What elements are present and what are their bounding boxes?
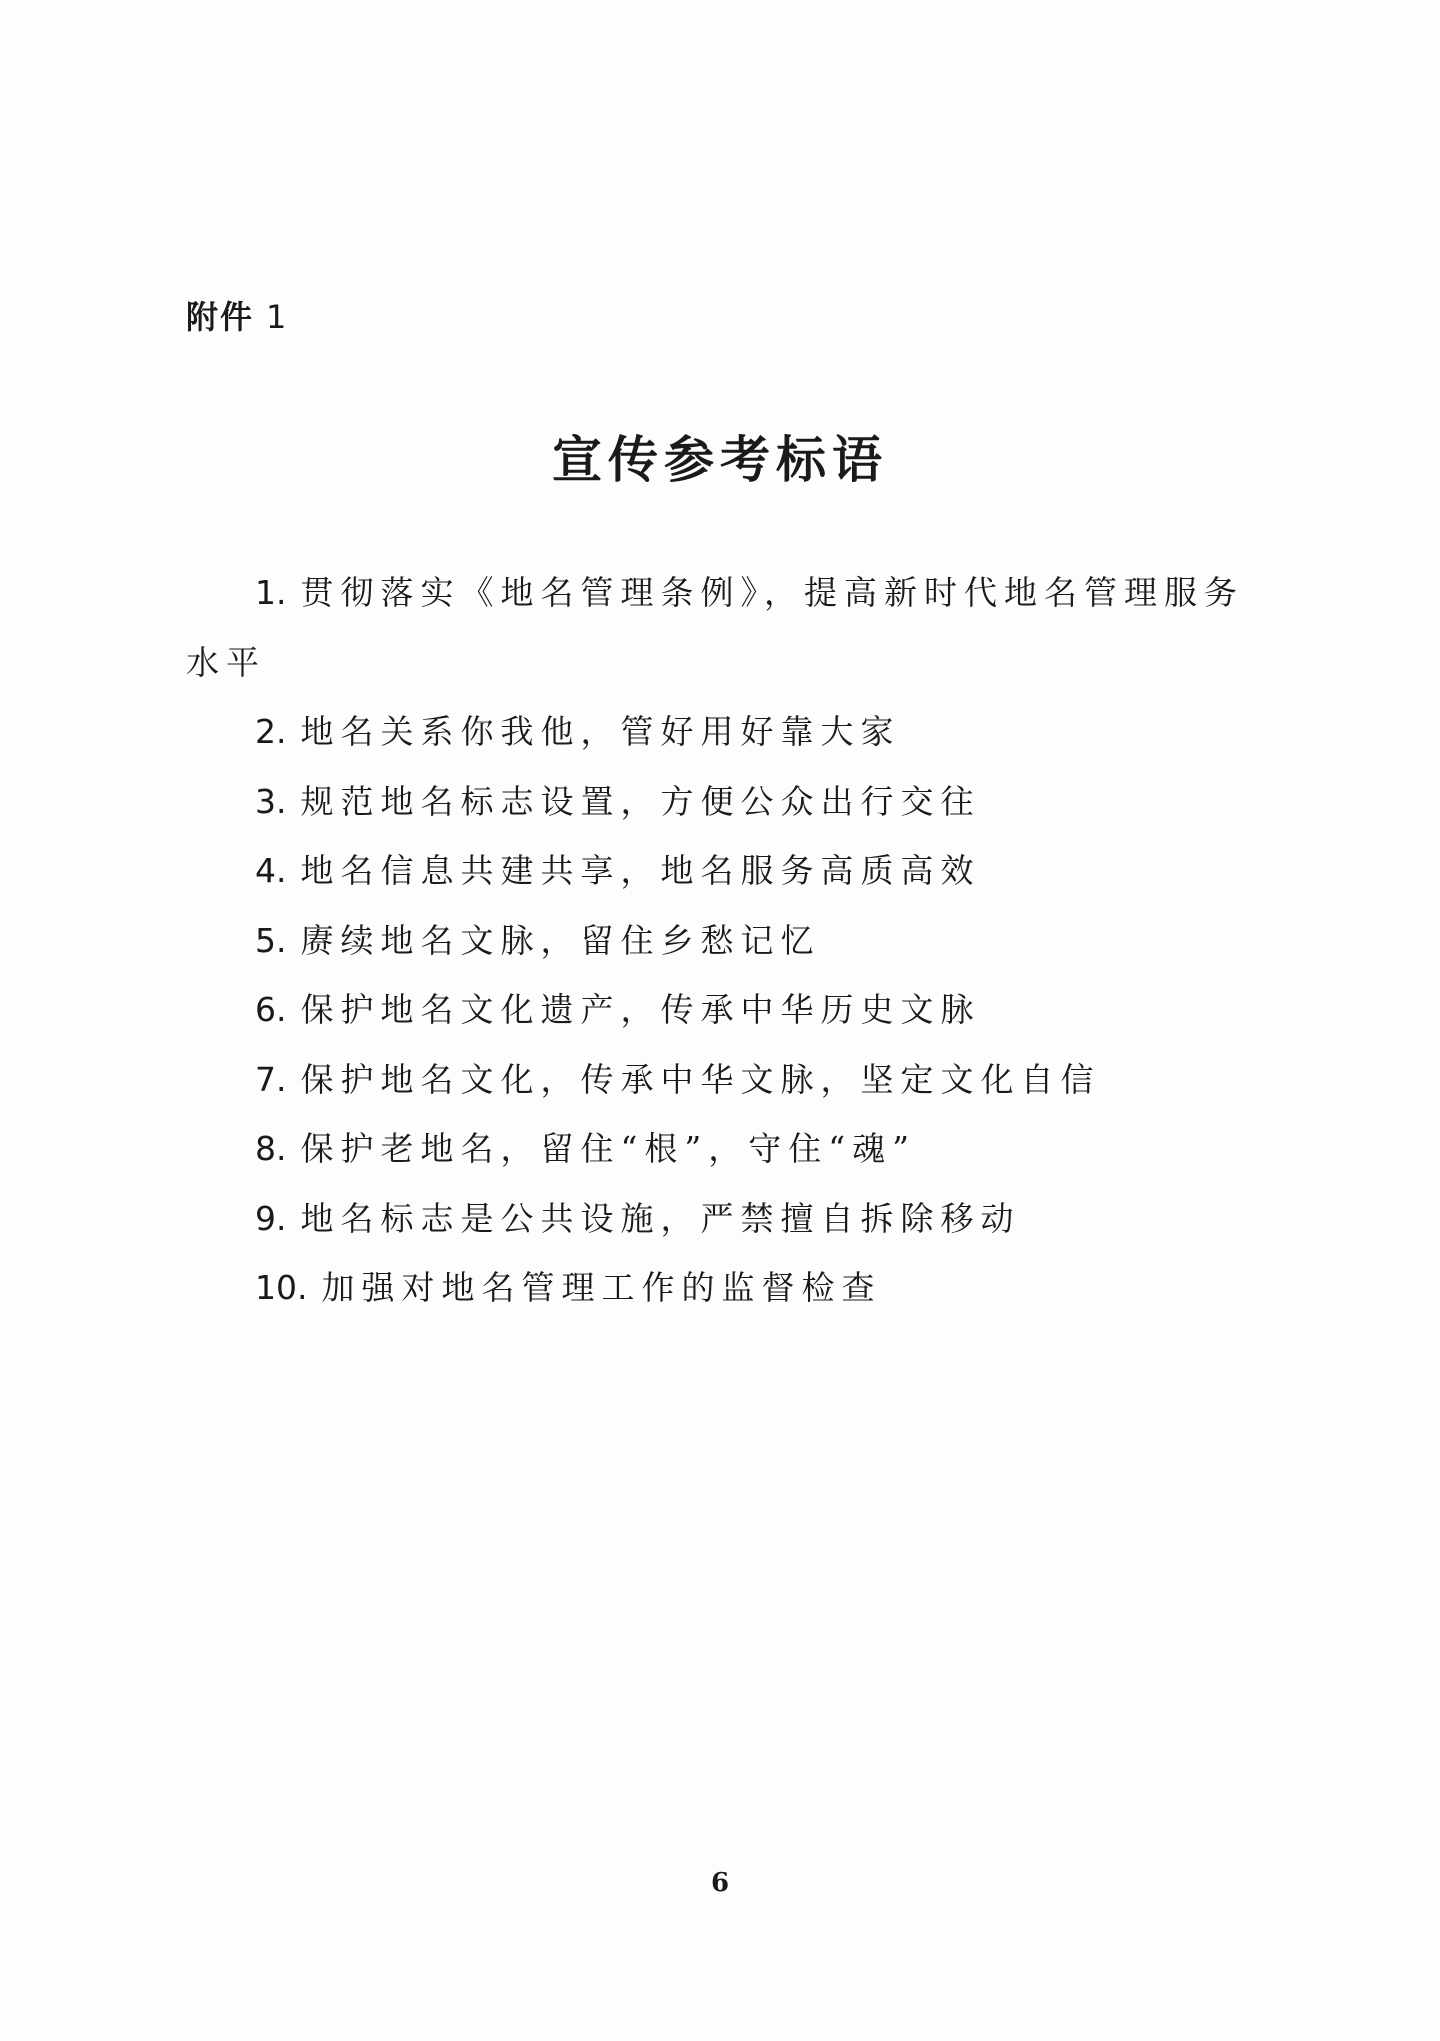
slogan-number: 2. <box>255 712 287 751</box>
attachment-number: 1 <box>266 298 289 336</box>
slogan-item <box>186 558 1266 697</box>
slogan-text: 赓续地名文脉，留住乡愁记忆 <box>300 920 821 960</box>
slogan-text: 地名关系你我他，管好用好靠大家 <box>300 712 901 751</box>
attachment-label <box>186 292 288 338</box>
slogan-text: 保护老地名，留住“根”，守住“魂” <box>300 1129 916 1168</box>
slogan-item <box>186 697 1266 767</box>
slogan-number: 10. <box>255 1268 308 1307</box>
slogan-number: 3. <box>255 781 287 821</box>
slogan-number: 4. <box>255 851 287 890</box>
slogan-number: 8. <box>255 1129 287 1168</box>
page-number: 6 <box>710 1868 730 1898</box>
slogan-text: 保护地名文化遗产，传承中华历史文脉 <box>300 990 981 1029</box>
attachment-label-text: 附件 <box>186 298 255 336</box>
slogan-number: 9. <box>255 1198 287 1238</box>
slogan-item <box>186 975 1266 1045</box>
slogan-number: 5. <box>255 920 287 960</box>
document-title: 宣传参考标语 <box>552 430 888 489</box>
slogan-item <box>186 906 1266 976</box>
slogan-item <box>186 1184 1266 1254</box>
slogan-list <box>186 558 1266 1323</box>
slogan-item <box>186 1114 1266 1184</box>
slogan-text: 地名标志是公共设施，严禁擅自拆除移动 <box>300 1198 1021 1238</box>
slogan-text: 规范地名标志设置，方便公众出行交往 <box>300 781 981 821</box>
slogan-text: 保护地名文化，传承中华文脉，坚定文化自信 <box>300 1059 1101 1099</box>
slogan-number: 6. <box>255 990 287 1029</box>
slogan-text: 加强对地名管理工作的监督检查 <box>321 1268 882 1307</box>
slogan-item <box>186 1253 1266 1323</box>
slogan-item <box>186 1045 1266 1115</box>
slogan-number: 1. <box>255 573 287 612</box>
slogan-item <box>186 836 1266 906</box>
slogan-number: 7. <box>255 1059 287 1099</box>
slogan-text: 贯彻落实《地名管理条例》，提高新时代地名管理服务水平 <box>186 573 1244 682</box>
slogan-text: 地名信息共建共享，地名服务高质高效 <box>300 851 981 890</box>
slogan-item <box>186 767 1266 837</box>
